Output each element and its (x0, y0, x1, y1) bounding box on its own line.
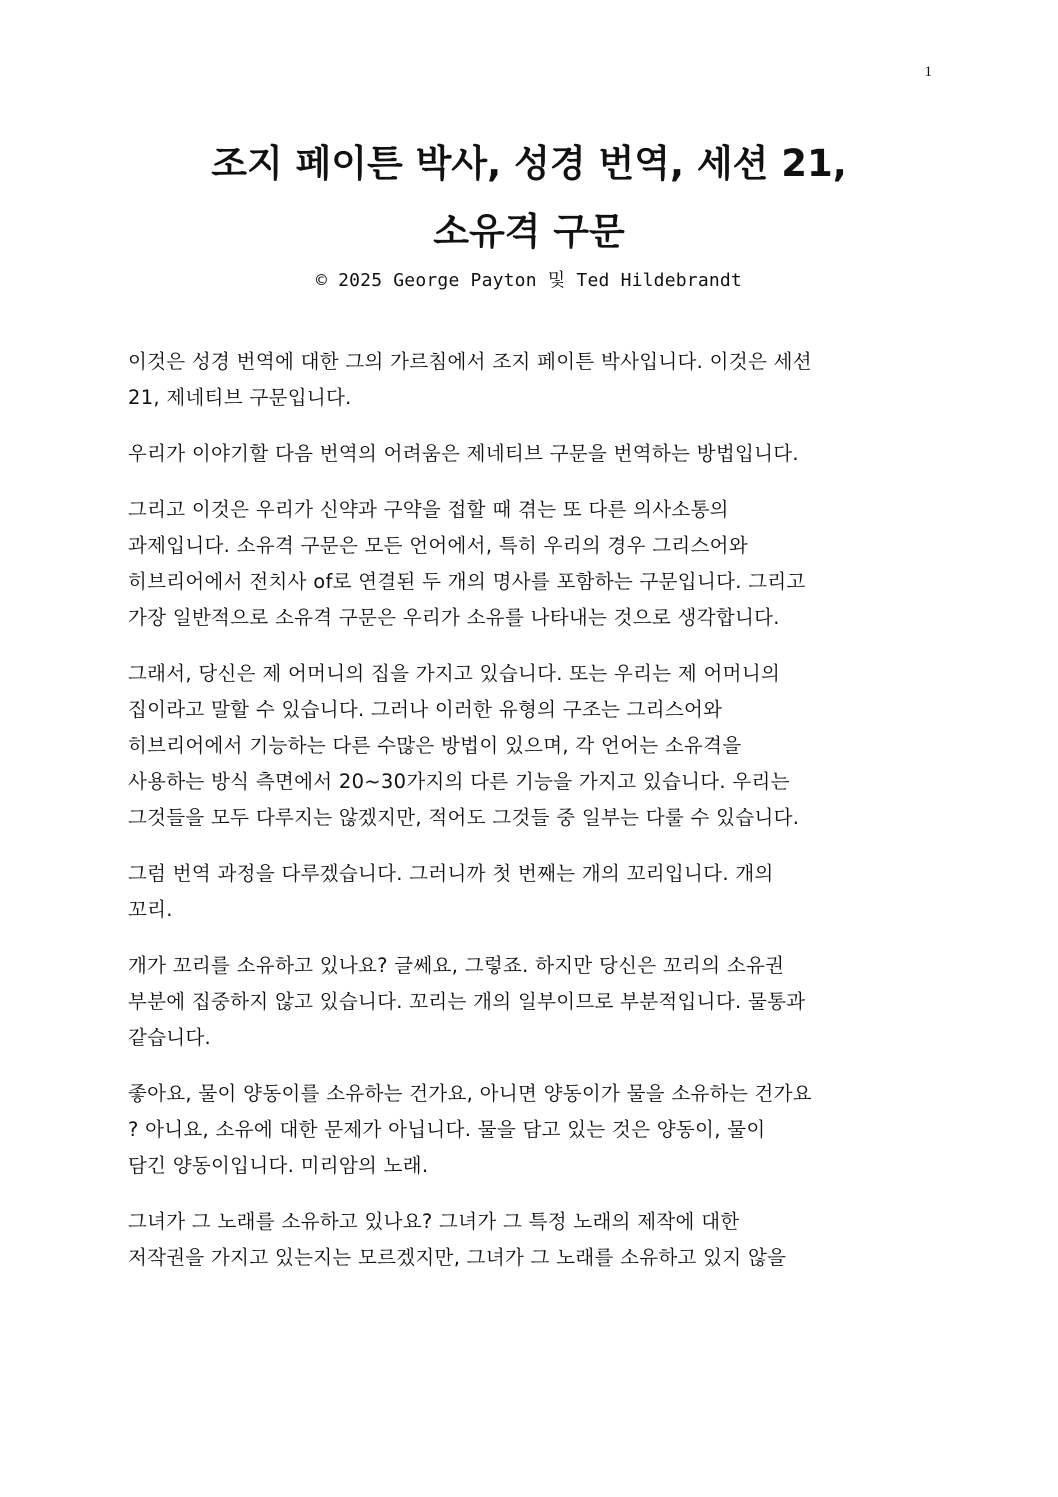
body-paragraph (128, 856, 938, 928)
paragraph-line: 과제입니다. 소유격 구문은 모든 언어에서, 특히 우리의 경우 그리스어와 (128, 534, 748, 557)
paragraph-line: 가장 일반적으로 소유격 구문은 우리가 소유를 나타내는 것으로 생각합니다. (128, 606, 780, 629)
title-line-1: 조지 페이튼 박사, 성경 번역, 세션 21, (211, 142, 847, 185)
paragraph-line: 히브리어에서 기능하는 다른 수많은 방법이 있으며, 각 언어는 소유격을 (128, 734, 742, 757)
copyright-notice: © 2025 George Payton 및 Ted Hildebrandt (316, 270, 742, 291)
paragraph-line: 그래서, 당신은 제 어머니의 집을 가지고 있습니다. 또는 우리는 제 어머니의 (128, 662, 781, 685)
paragraph-line: 그녀가 그 노래를 소유하고 있나요? 그녀가 그 특정 노래의 제작에 대한 (128, 1210, 740, 1233)
paragraph-line: 저작권을 가지고 있는지는 모르겠지만, 그녀가 그 노래를 소유하고 있지 않을 (128, 1246, 787, 1269)
paragraph-line: 사용하는 방식 측면에서 20~30가지의 다른 기능을 가지고 있습니다. 우리는 (128, 770, 790, 793)
paragraph-line: ? 아니요, 소유에 대한 문제가 아닙니다. 물을 담고 있는 것은 양동이, 물이 (128, 1118, 766, 1141)
paragraph-line: 히브리어에서 전치사 of로 연결된 두 개의 명사를 포함하는 구문입니다. 그리고 (128, 570, 806, 593)
paragraph-line: 21, 제네티브 구문입니다. (128, 386, 352, 409)
body-paragraph (128, 948, 938, 1056)
body-paragraph (128, 344, 938, 416)
paragraph-line: 꼬리. (128, 898, 173, 921)
page-number: 1 (924, 64, 932, 80)
body-paragraph (128, 1204, 938, 1276)
title-line-2: 소유격 구문 (433, 210, 625, 253)
paragraph-line: 이것은 성경 번역에 대한 그의 가르침에서 조지 페이튼 박사입니다. 이것은 세션 (128, 350, 812, 373)
body-paragraph (128, 1076, 938, 1184)
paragraph-line: 담긴 양동이입니다. 미리암의 노래. (128, 1154, 429, 1177)
paragraph-line: 그럼 번역 과정을 다루겠습니다. 그러니까 첫 번째는 개의 꼬리입니다. 개의 (128, 862, 774, 885)
paragraph-line: 개가 꼬리를 소유하고 있나요? 글쎄요, 그렇죠. 하지만 당신은 꼬리의 소유권 (128, 954, 785, 977)
paragraph-line: 부분에 집중하지 않고 있습니다. 꼬리는 개의 일부이므로 부분적입니다. 물통과 (128, 990, 806, 1013)
document-body (128, 344, 938, 1296)
document-title (100, 130, 958, 266)
paragraph-line: 우리가 이야기할 다음 번역의 어려움은 제네티브 구문을 번역하는 방법입니다. (128, 442, 799, 465)
paragraph-line: 그리고 이것은 우리가 신약과 구약을 접할 때 겪는 또 다른 의사소통의 (128, 498, 729, 521)
paragraph-line: 좋아요, 물이 양동이를 소유하는 건가요, 아니면 양동이가 물을 소유하는 건가요 (128, 1082, 812, 1105)
paragraph-line: 그것들을 모두 다루지는 않겠지만, 적어도 그것들 중 일부는 다룰 수 있습니다. (128, 806, 800, 829)
body-paragraph (128, 436, 938, 472)
body-paragraph (128, 492, 938, 636)
body-paragraph (128, 656, 938, 836)
paragraph-line: 같습니다. (128, 1026, 212, 1049)
paragraph-line: 집이라고 말할 수 있습니다. 그러나 이러한 유형의 구조는 그리스어와 (128, 698, 723, 721)
